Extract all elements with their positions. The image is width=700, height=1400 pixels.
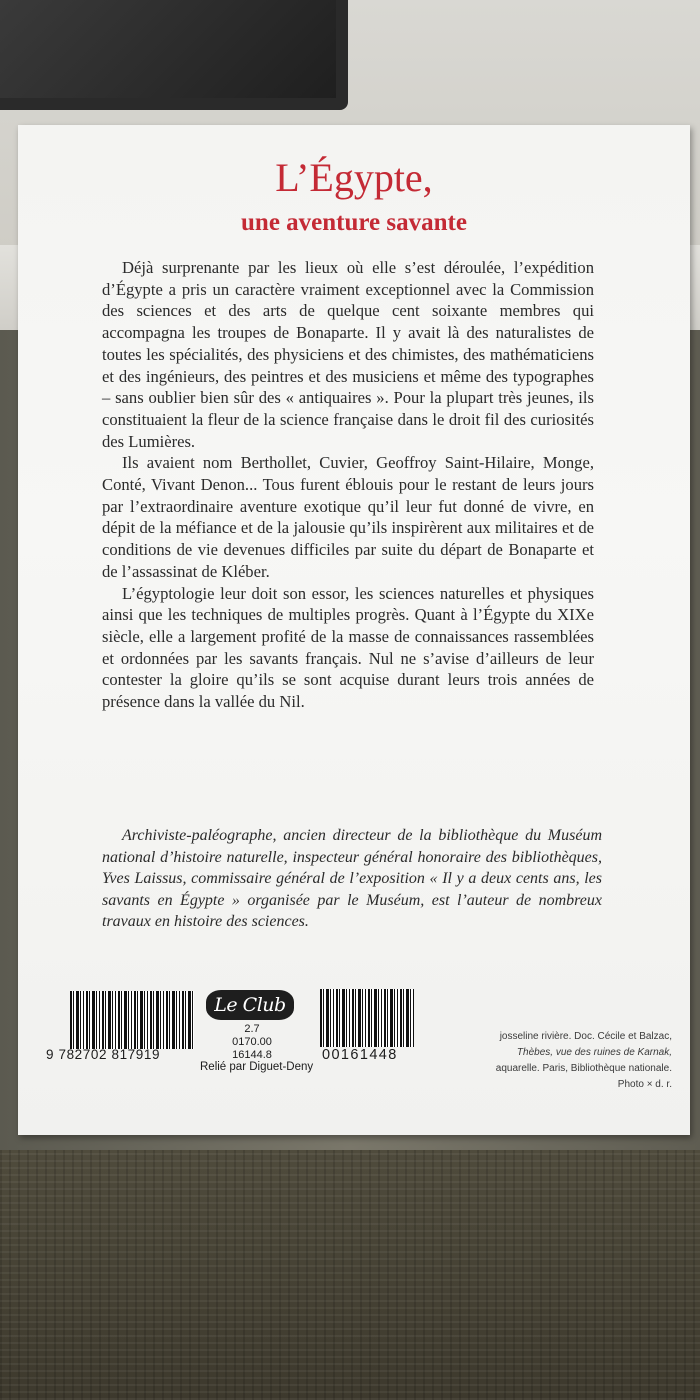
product-code: 2.7 [244, 1023, 260, 1035]
isbn-number: 9 782702 817919 [46, 1047, 161, 1062]
credit-line: Thèbes, vue des ruines de Karnak, [516, 1047, 672, 1058]
book-title: L’Égypte, [275, 155, 433, 200]
club-barcode [320, 989, 414, 1047]
blurb-paragraph: Ils avaient nom Berthollet, Cuvier, Geoffroy Saint-Hilaire, Monge, Conté, Vivant Denon... Tous furent éblouis pour le restant de leurs jours par l’extraordinaire aventure exotique qu’il leur fut donné de vivre, en dépit de la méfiance et de la jalousie qu’ils inspirèrent aux militaires et de conditions de vie devenues difficiles par suite du départ de Bonaparte et de l’assassinat de Kléber. [102, 453, 594, 581]
image-credit [438, 1029, 672, 1093]
product-code: 0170.00 [232, 1036, 272, 1048]
club-number: 00161448 [322, 1047, 398, 1063]
isbn-barcode [70, 991, 194, 1049]
product-codes [222, 1023, 282, 1062]
book-subtitle: une aventure savante [241, 209, 467, 236]
binding-credit: Relié par Diguet-Deny [200, 1061, 314, 1073]
book-back-cover [18, 125, 690, 1135]
mat-inner [0, 0, 336, 98]
blurb-paragraph: Déjà surprenante par les lieux où elle s’est déroulée, l’expédition d’Égypte a pris un caractère vraiment exceptionnel avec la Commission des sciences et des arts de quelque cent soixante membres qui accompagna les troupes de Bonaparte. Il y avait là des naturalistes de toutes les spécialités, des physiciens et des chimistes, des mathématiciens et des ingénieurs, des peintres et des musiciens et même des typographes – sans oublier bien sûr des « antiquaires ». Pour la plupart très jeunes, ils constituaient la fleur de la science française dans le droit fil des curiosités des Lumières. [102, 258, 594, 451]
blurb-paragraph: L’égyptologie leur doit son essor, les sciences naturelles et physiques ainsi que les techniques de multiples progrès. Quant à l’Égypte du XIXe siècle, elle a largement profité de la masse de connaissances rassemblées et ordonnées par les savants français. Nul ne s’avise d’ailleurs de leur contester la gloire qu’ils se sont acquise durant leurs trois années de présence dans la vallée du Nil. [102, 583, 594, 712]
background-dark-mat [0, 0, 348, 110]
publisher-logo-text: Le Club [214, 994, 286, 1016]
credit-line: aquarelle. Paris, Bibliothèque nationale. [495, 1063, 672, 1074]
blurb [102, 257, 594, 713]
credit-line: Photo × d. r. [617, 1079, 672, 1090]
background-floor [0, 1150, 700, 1400]
credit-line: josseline rivière. Doc. Cécile et Balzac, [499, 1031, 672, 1042]
product-code: 16144.8 [232, 1049, 272, 1061]
author-bio: Archiviste-paléographe, ancien directeur de la bibliothèque du Muséum national d’histoire naturelle, inspecteur général honoraire des bibliothèques, Yves Laissus, commissaire général de l’exposition « Il y a deux cents ans, les savants en Égypte » organisée par le Muséum, est l’auteur de nombreux travaux en histoire des sciences. [102, 827, 602, 930]
publisher-logo [206, 990, 294, 1020]
